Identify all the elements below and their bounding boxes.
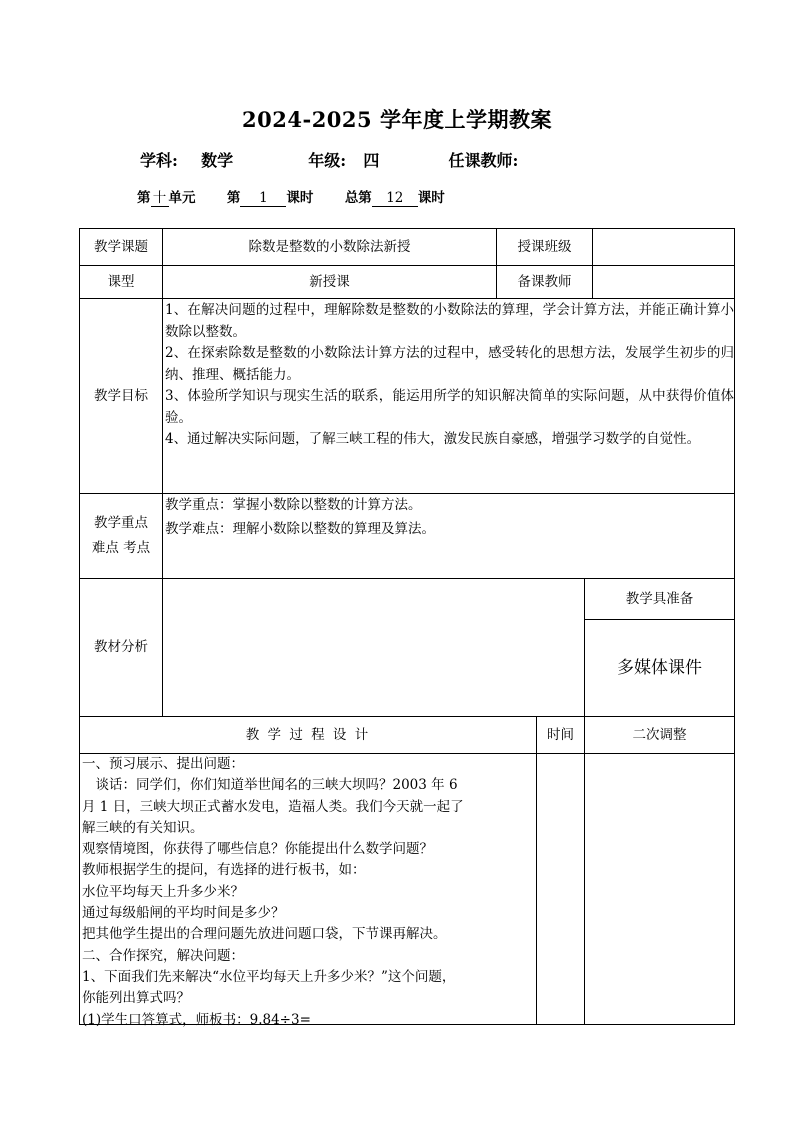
unit-lesson-row <box>137 186 445 207</box>
tools-label: 教学具准备 <box>625 590 694 607</box>
grade-label: 年级: <box>308 151 347 170</box>
goal-item: 2、在探索除数是整数的小数除法计算方法的过程中，感受转化的思想方法，发展学生初步的归纳、推理、概括能力。 <box>165 345 734 383</box>
process-line: 教师根据学生的提问，有选择的进行板书，如： <box>82 862 366 879</box>
teacher-label: 任课教师: <box>448 151 519 170</box>
grade-value: 四 <box>363 151 380 170</box>
tools-value: 多媒体课件 <box>617 657 702 678</box>
unit-suffix: 单元 <box>168 190 196 206</box>
key-points-label-line1: 教学重点 <box>94 515 148 531</box>
prep-teacher-value <box>593 266 734 298</box>
goal-item: 3、体验所学知识与现实生活的联系，能运用所学的知识解决简单的实际问题，从中获得价值体验。 <box>165 388 734 426</box>
subject-value: 数学 <box>201 151 234 170</box>
unit-prefix: 第 <box>137 190 151 206</box>
time-header: 时间 <box>547 726 574 743</box>
analysis-label: 教材分析 <box>94 639 148 655</box>
class-value <box>593 229 734 265</box>
adjust-header: 二次调整 <box>632 726 687 743</box>
analysis-value <box>163 580 584 715</box>
total-prefix: 总第 <box>344 190 372 206</box>
process-line: 二、合作探究，解决问题： <box>82 947 244 964</box>
subject-grade-teacher-row <box>140 148 524 171</box>
table-rule <box>536 716 537 1024</box>
type-value: 新授课 <box>309 273 350 290</box>
total-value: 12 <box>372 190 418 207</box>
topic-value: 除数是整数的小数除法新授 <box>248 238 411 255</box>
lesson-suffix: 课时 <box>286 190 314 206</box>
process-line: (1)学生口答算式，师板书：9.84÷3= <box>82 1011 311 1028</box>
key-point-item: 教学重点：掌握小数除以整数的计算方法。 <box>165 497 422 513</box>
process-content <box>80 754 536 1031</box>
goals-list <box>163 300 734 451</box>
table-rule <box>79 298 735 299</box>
type-label: 课型 <box>107 273 135 290</box>
goal-item: 4、通过解决实际问题，了解三峡工程的伟大，激发民族自豪感，增强学习数学的自觉性。 <box>165 431 701 447</box>
class-label: 授课班级 <box>517 238 572 255</box>
table-rule <box>734 228 735 1025</box>
lesson-value: 1 <box>240 190 286 207</box>
key-points-label <box>80 494 162 578</box>
process-line: 一、预习展示、提出问题： <box>82 756 244 772</box>
process-line: 把其他学生提出的合理问题先放进问题口袋，下节课再解决。 <box>82 926 447 943</box>
process-line: 通过每级船闸的平均时间是多少？ <box>82 905 285 922</box>
process-line: 你能列出算式吗？ <box>82 990 190 1007</box>
key-points-label-line2: 难点 考点 <box>91 540 151 556</box>
process-line: 水位平均每天上升多少米？ <box>82 883 244 900</box>
page-title: 2024-2025 学年度上学期教案 <box>242 107 552 132</box>
process-header: 教 学 过 程 设 计 <box>245 726 371 743</box>
table-rule <box>584 716 585 1024</box>
subject-label: 学科: <box>140 151 178 170</box>
process-line: 1、下面我们先来解决“水位平均每天上升多少米？”这个问题， <box>82 968 456 985</box>
process-line: 谈话：同学们，你们知道举世闻名的三峡大坝吗？2003 年 6 <box>82 777 458 794</box>
prep-teacher-label: 备课教师 <box>517 273 572 290</box>
process-line: 解三峡的有关知识。 <box>82 819 204 836</box>
total-suffix: 课时 <box>417 190 445 206</box>
process-line: 观察情境图，你获得了哪些信息？你能提出什么数学问题？ <box>82 841 433 858</box>
key-point-item: 教学难点：理解小数除以整数的算理及算法。 <box>165 521 435 537</box>
unit-value: 十 <box>151 186 169 207</box>
process-line: 月 1 日，三峡大坝正式蓄水发电，造福人类。我们今天就一起了 <box>82 798 464 815</box>
lesson-prefix: 第 <box>226 190 241 206</box>
goals-label: 教学目标 <box>94 387 148 404</box>
topic-label: 教学课题 <box>94 238 148 255</box>
goal-item: 1、在解决问题的过程中，理解除数是整数的小数除法的算理，学会计算方法，并能正确计算小数除以整数。 <box>165 302 734 340</box>
key-points-list <box>163 493 734 541</box>
